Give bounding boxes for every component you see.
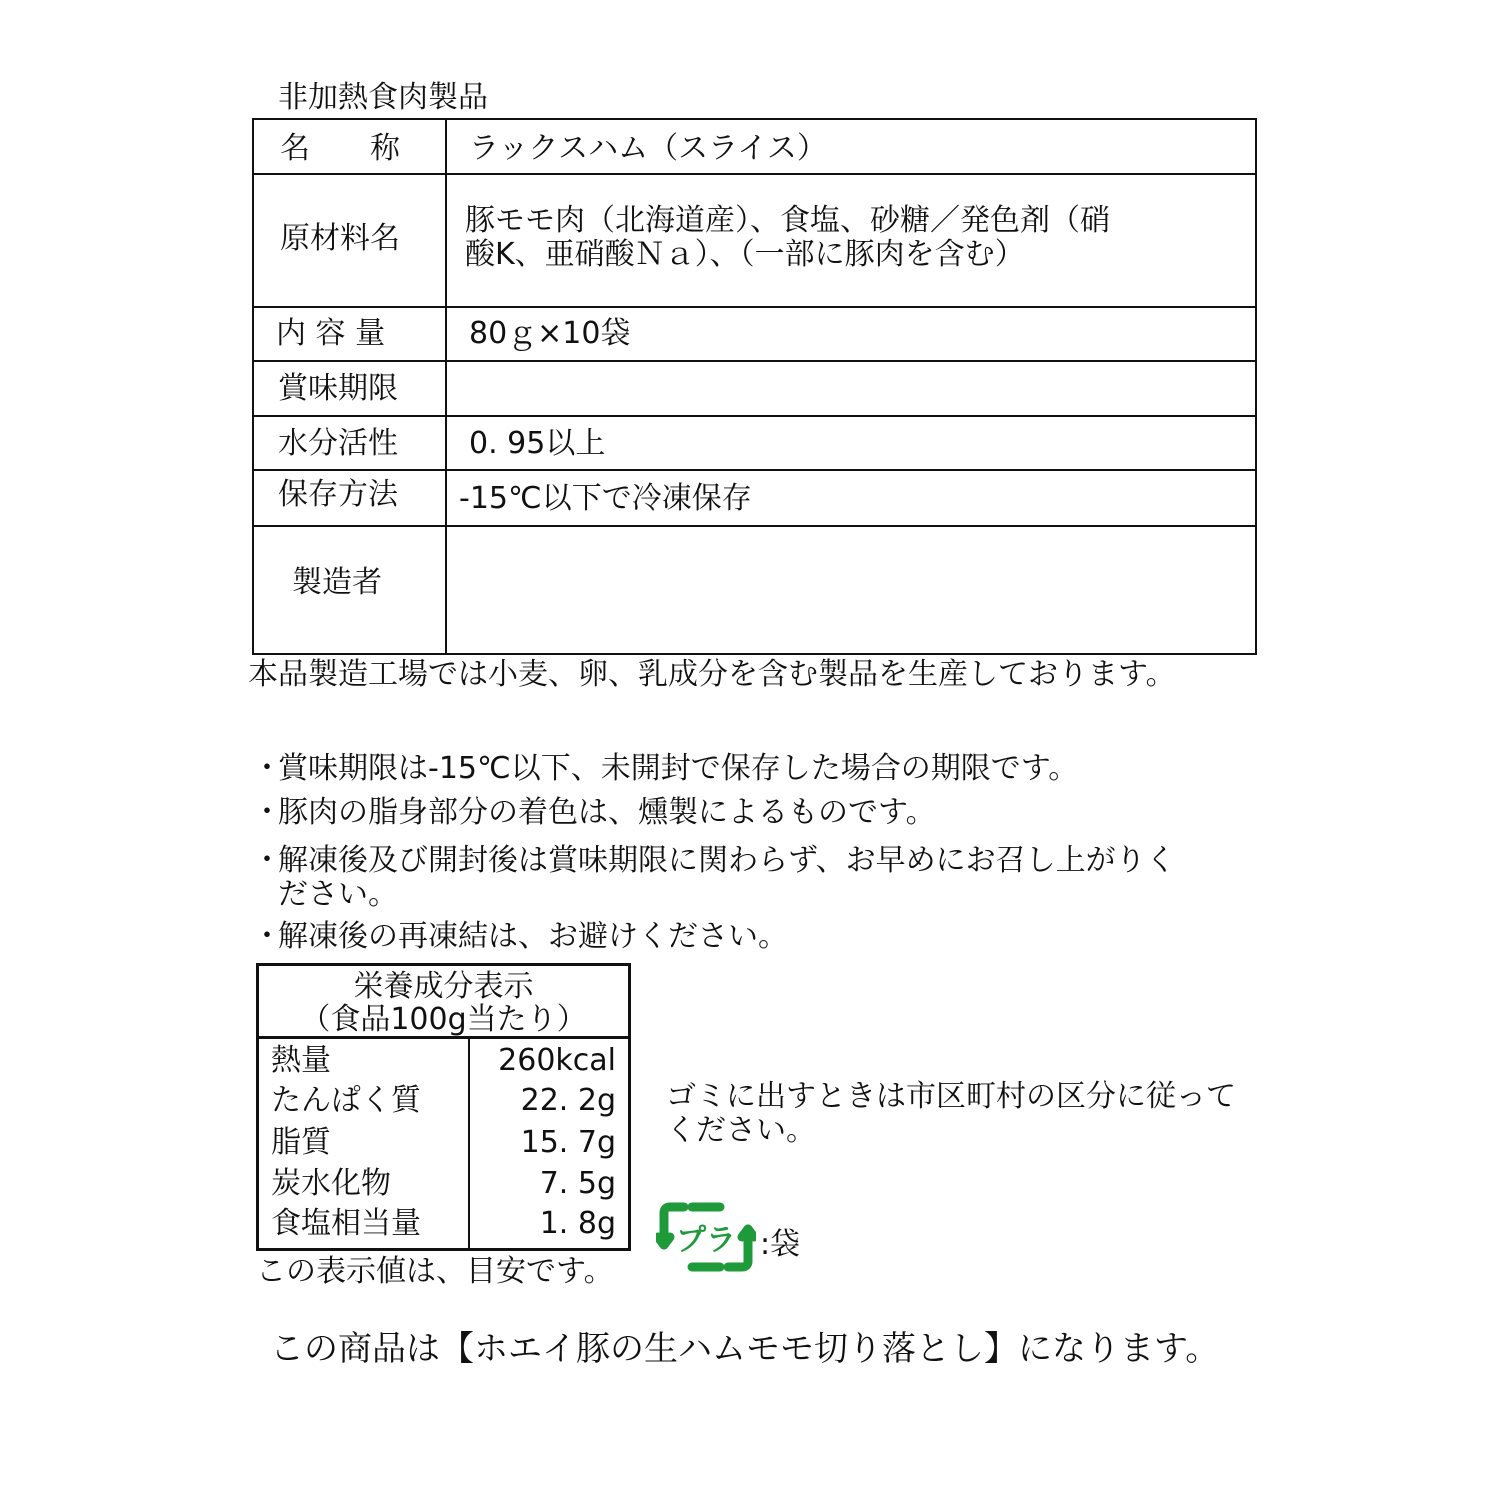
row-water-activity-value: 0. 95以上 <box>469 426 606 461</box>
nutrition-rows <box>259 1039 628 1248</box>
nutrition-row: たんぱく質 22. 2g <box>271 1083 616 1118</box>
row-best-before-value <box>447 362 1255 415</box>
bullet-mark: ・ <box>252 919 282 954</box>
disposal-note: ゴミに出すときは市区町村の区分に従ってください。 <box>666 1079 1236 1148</box>
row-water-activity-label: 水分活性 <box>254 417 447 469</box>
product-description-note: この商品は【ホエイ豚の生ハムモモ切り落とし】になります。 <box>270 1329 1220 1369</box>
nutrition-note: この表示値は、目安です。 <box>256 1254 614 1289</box>
plastic-recycle-icon <box>656 1195 756 1279</box>
row-storage-value: -15℃以下で冷凍保存 <box>459 481 752 516</box>
nutrition-row: 炭水化物 7. 5g <box>271 1166 616 1201</box>
label-heading: 非加熱食肉製品 <box>278 80 488 115</box>
row-storage <box>254 471 1255 527</box>
row-content-label: 内 容 量 <box>254 308 447 360</box>
row-name-label: 名 称 <box>254 120 447 173</box>
row-name <box>254 120 1255 175</box>
row-ingredients <box>254 175 1255 308</box>
bullet-mark: ・ <box>252 751 282 786</box>
row-manufacturer-label: 製造者 <box>254 527 447 653</box>
row-best-before-label: 賞味期限 <box>254 362 447 415</box>
product-label-table <box>252 118 1257 655</box>
row-ingredients-value: 豚モモ肉（北海道産）、食塩、砂糖／発色剤（硝 酸K、亜硝酸Ｎａ）、（一部に豚肉を含む） <box>465 203 1110 272</box>
nutrition-row: 食塩相当量 1. 8g <box>271 1206 616 1241</box>
recycle-mark-text: プラ <box>676 1223 736 1258</box>
recycle-material-label: :袋 <box>760 1227 801 1262</box>
bullet-mark: ・ <box>252 843 282 878</box>
row-water-activity <box>254 417 1255 471</box>
row-ingredients-label: 原材料名 <box>254 175 447 306</box>
row-content <box>254 308 1255 362</box>
nutrition-title: 栄養成分表示 <box>353 969 534 1004</box>
nutrition-facts-box <box>256 963 631 1251</box>
row-best-before <box>254 362 1255 417</box>
nutrition-row: 熱量 260kcal <box>271 1043 616 1078</box>
row-manufacturer-value <box>447 527 1255 653</box>
nutrition-row: 脂質 15. 7g <box>271 1125 616 1160</box>
nutrition-header <box>259 966 628 1039</box>
row-content-value: 80ｇ×10袋 <box>469 316 631 351</box>
nutrition-subtitle: （食品100g当たり） <box>300 1002 587 1037</box>
bullet-mark: ・ <box>252 795 282 830</box>
row-manufacturer <box>254 527 1255 653</box>
row-name-value: ラックスハム（スライス） <box>469 131 827 166</box>
factory-allergen-note: 本品製造工場では小麦、卵、乳成分を含む製品を生産しております。 <box>248 657 1176 692</box>
row-storage-label: 保存方法 <box>254 471 447 525</box>
